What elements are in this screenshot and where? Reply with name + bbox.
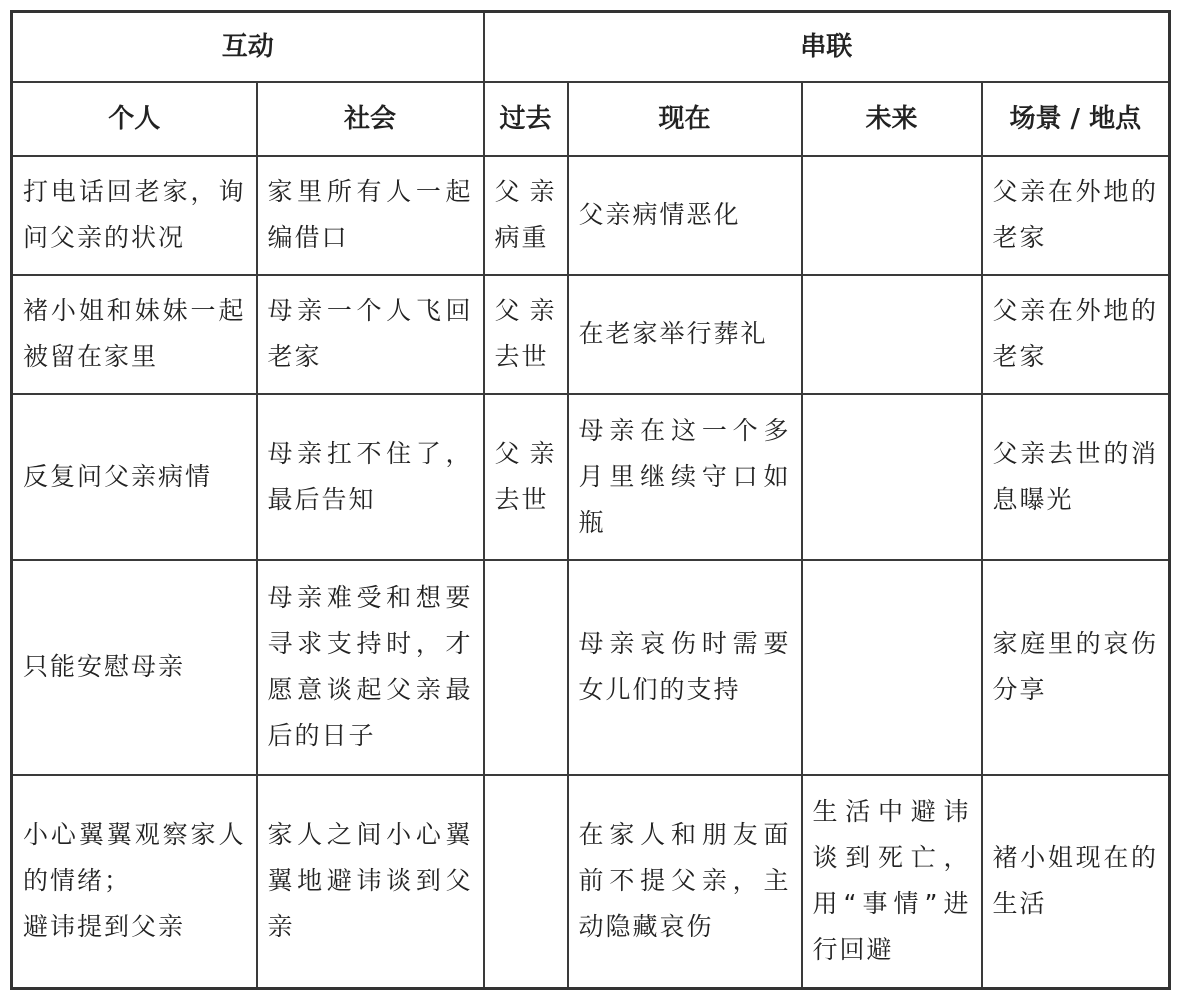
group-header-row: [12, 12, 1170, 82]
cell-future: [802, 156, 982, 275]
cell-individual: 打电话回老家，询问父亲的状况: [12, 156, 257, 275]
header-series: 串联: [484, 12, 1170, 82]
cell-present: 在老家举行葬礼: [568, 275, 802, 394]
cell-scene: 父亲在外地的老家: [982, 275, 1170, 394]
table-row: [12, 275, 1170, 394]
interaction-series-table: [10, 10, 1171, 990]
cell-individual: 反复问父亲病情: [12, 394, 257, 560]
table-row: [12, 394, 1170, 560]
table-row: [12, 156, 1170, 275]
cell-present: 父亲病情恶化: [568, 156, 802, 275]
header-scene-location: 场景 / 地点: [982, 82, 1170, 156]
cell-past: 父亲去世: [484, 394, 568, 560]
header-future: 未来: [802, 82, 982, 156]
cell-individual: 只能安慰母亲: [12, 560, 257, 775]
cell-future: 生活中避讳谈到死亡，用“事情”进行回避: [802, 775, 982, 989]
cell-present: 母亲在这一个多月里继续守口如瓶: [568, 394, 802, 560]
cell-individual: 褚小姐和妹妹一起被留在家里: [12, 275, 257, 394]
cell-scene: 父亲去世的消息曝光: [982, 394, 1170, 560]
header-interaction: 互动: [12, 12, 484, 82]
cell-society: 家里所有人一起编借口: [257, 156, 484, 275]
cell-scene: 褚小姐现在的生活: [982, 775, 1170, 989]
cell-future: [802, 275, 982, 394]
header-present: 现在: [568, 82, 802, 156]
cell-past: 父亲病重: [484, 156, 568, 275]
cell-society: 母亲一个人飞回老家: [257, 275, 484, 394]
cell-individual: 小心翼翼观察家人的情绪； 避讳提到父亲: [12, 775, 257, 989]
cell-present: 母亲哀伤时需要女儿们的支持: [568, 560, 802, 775]
cell-scene: 家庭里的哀伤分享: [982, 560, 1170, 775]
header-individual: 个人: [12, 82, 257, 156]
cell-future: [802, 394, 982, 560]
table-row: [12, 775, 1170, 989]
header-society: 社会: [257, 82, 484, 156]
table-row: [12, 560, 1170, 775]
cell-present: 在家人和朋友面前不提父亲，主动隐藏哀伤: [568, 775, 802, 989]
header-past: 过去: [484, 82, 568, 156]
column-header-row: [12, 82, 1170, 156]
cell-past: 父亲去世: [484, 275, 568, 394]
cell-past: [484, 560, 568, 775]
cell-future: [802, 560, 982, 775]
cell-society: 家人之间小心翼翼地避讳谈到父亲: [257, 775, 484, 989]
cell-society: 母亲扛不住了，最后告知: [257, 394, 484, 560]
cell-scene: 父亲在外地的老家: [982, 156, 1170, 275]
cell-society: 母亲难受和想要寻求支持时，才愿意谈起父亲最后的日子: [257, 560, 484, 775]
cell-past: [484, 775, 568, 989]
